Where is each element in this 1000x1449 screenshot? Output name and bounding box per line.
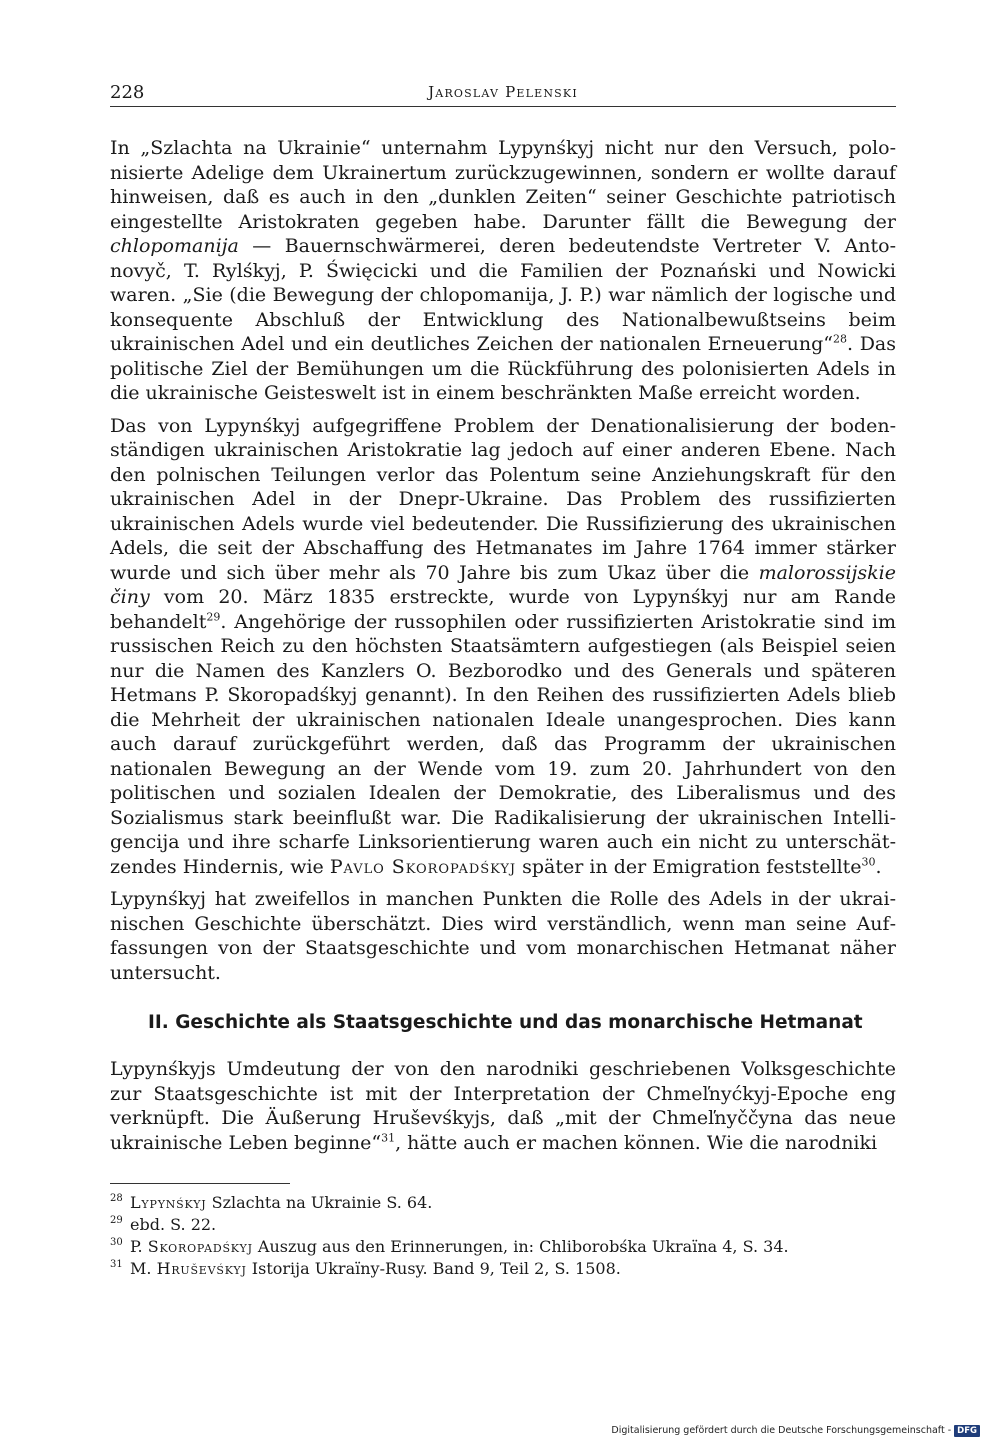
footnote-text bbox=[130, 1215, 216, 1234]
text-run: Das von Lypynśkyj aufgegriffene Problem der Denationalisierung der bodenständigen ukrainischen Aristokratie lag jedoch auf einer anderen Ebene. Nach den polnischen Teilungen verlor das Polentum seine Anziehungskraft für den ukrainischen Adel in der Dnepr-Ukraine. Das Problem des russifizierten ukrainischen Adels wurde viel bedeutender. Die Russifizierung des ukrainischen Adels, die seit der Abschaffung des Hetmanates im Jahre 1764 immer stärker wurde und sich über mehr als 70 Jahre bis zum Ukaz über die bbox=[110, 414, 896, 584]
text-run: ebd. S. 22. bbox=[130, 1215, 217, 1234]
footnote-mark: 31 bbox=[110, 1259, 123, 1270]
running-author: Jaroslav Pelenski bbox=[428, 83, 578, 101]
author-name: Pavlo Skoropadśkyj bbox=[329, 855, 517, 878]
author-name: Hruševśkyj bbox=[156, 1259, 247, 1278]
text-run: . Angehörige der russophilen oder russifizierten Aristokratie sind im russischen Reich zu den höchsten Staatsämtern aufgestiegen (als Beispiel seien nur die Namen des Kanzlers O. Bezborodko und des Generals und späteren Hetmans P. Skoropadśkyj genannt). In den Reihen des russifizierten Adels blieb die Mehrheit der ukrainischen nationalen Ideale unangesprochen. Dies kann auch darauf zurückgeführt werden, daß das Programm der ukrainischen nationalen Bewegung an der Wende vom 19. zum 20. Jahrhundert von den politischen und sozialen Idealen der Demokratie, des Liberalismus und des Sozialismus stark beeinflußt war. Die Radikalisierung der ukrainischen Intelligencija und ihre scharfe Linksorientierung waren auch ein nicht zu unterschätzendes Hindernis, wie bbox=[110, 610, 896, 878]
text-run: vom 20. März 1835 erstreckte, wurde von Lypynśkyj nur am Rande behandelt bbox=[110, 586, 896, 633]
footnote bbox=[110, 1214, 896, 1236]
footnote-ref: 29 bbox=[206, 610, 221, 624]
footnote-text bbox=[130, 1259, 621, 1278]
footnote-ref: 30 bbox=[861, 855, 876, 869]
text-run: . Das politische Ziel der Bemühungen um die Rückführung des polonisierten Adels in die ukrainische Geisteswelt ist in einem beschränkten Maße erreicht worden. bbox=[110, 333, 897, 404]
footnote bbox=[110, 1258, 896, 1280]
body-text bbox=[110, 136, 896, 1163]
footnote-mark: 30 bbox=[110, 1237, 123, 1248]
text-run: — Bauernschwärmerei, deren bedeutendste Vertreter V. Antonovyč, T. Rylśkyj, P. Święcicki und die Familien der Poznański und Nowicki waren. „Sie (die Bewegung der chlopomanija, J. P.) war nämlich der logische und konsequente Abschluß der Entwicklung des Nationalbewußtseins beim ukrainischen Adel und ein deutliches Zeichen der nationalen Erneuerung“ bbox=[110, 235, 896, 355]
footnotes bbox=[110, 1192, 896, 1280]
section-heading: II. Geschichte als Staatsgeschichte und das monarchische Hetmanat bbox=[148, 1012, 863, 1033]
text-run: Lypynśkyjs Umdeutung der von den narodniki geschriebenen Volksgeschichte zur Staatsgeschichte ist mit der Interpretation der Chmeľnyćkyj-Epoche eng verknüpft. Die Äußerung Hruševśkyjs, daß „mit der Chmeľnyččyna das neue ukrainische Leben beginne“ bbox=[110, 1058, 896, 1154]
digitization-credit bbox=[611, 1425, 980, 1437]
footnote-rule bbox=[110, 1183, 290, 1184]
paragraph bbox=[110, 1057, 896, 1155]
author-name: Lypynśkyj bbox=[130, 1193, 207, 1212]
footnote-text bbox=[130, 1237, 789, 1256]
footnote-text bbox=[130, 1193, 432, 1212]
text-run: . bbox=[875, 855, 882, 878]
footnote-mark: 28 bbox=[110, 1193, 123, 1204]
credit-text: Digitalisierung gefördert durch die Deutsche Forschungsgemeinschaft - bbox=[611, 1425, 952, 1436]
text-run: Lypynśkyj hat zweifellos in manchen Punkten die Rolle des Adels in der ukrainischen Geschichte überschätzt. Dies wird verständlich, wenn man seine Auffassungen von der Staatsgeschichte und vom monarchischen Hetmanat näher untersucht. bbox=[110, 888, 896, 984]
text-run: später in der Emigration feststellte bbox=[516, 855, 862, 878]
running-header bbox=[110, 80, 896, 107]
paragraph bbox=[110, 414, 896, 880]
text-run: Szlachta na Ukrainie S. 64. bbox=[206, 1193, 433, 1212]
footnote bbox=[110, 1192, 896, 1214]
italic-term: malorossijskie činy bbox=[110, 561, 896, 608]
author-name: Skoropadśkyj bbox=[147, 1237, 253, 1256]
page-number: 228 bbox=[110, 82, 145, 103]
text-run: In „Szlachta na Ukrainie“ unternahm Lypynśkyj nicht nur den Versuch, polonisierte Adelige dem Ukrainertum zurückzugewinnen, sondern er wollte darauf hinweisen, daß es auch in den „dunklen Zeiten“ seiner Geschichte patriotisch eingestellte Aristokraten gegeben habe. Darunter fällt die Bewegung der bbox=[110, 137, 896, 233]
footnote-ref: 31 bbox=[381, 1131, 396, 1145]
dfg-logo: DFG bbox=[954, 1425, 980, 1437]
text-run: Auszug aus den Erinnerungen, in: Chliborobśka Ukraïna 4, S. 34. bbox=[252, 1237, 789, 1256]
text-run: M. bbox=[130, 1259, 157, 1278]
footnote-ref: 28 bbox=[833, 332, 848, 346]
text-run: P. bbox=[130, 1237, 148, 1256]
text-run: Istorija Ukraïny-Rusy. Band 9, Teil 2, S. 1508. bbox=[246, 1259, 621, 1278]
paragraph bbox=[110, 136, 896, 406]
text-run: , hätte auch er machen können. Wie die narodniki bbox=[395, 1131, 878, 1154]
italic-term: chlopomanija bbox=[110, 235, 239, 257]
footnote-mark: 29 bbox=[110, 1215, 123, 1226]
paragraph bbox=[110, 887, 896, 985]
footnote bbox=[110, 1236, 896, 1258]
